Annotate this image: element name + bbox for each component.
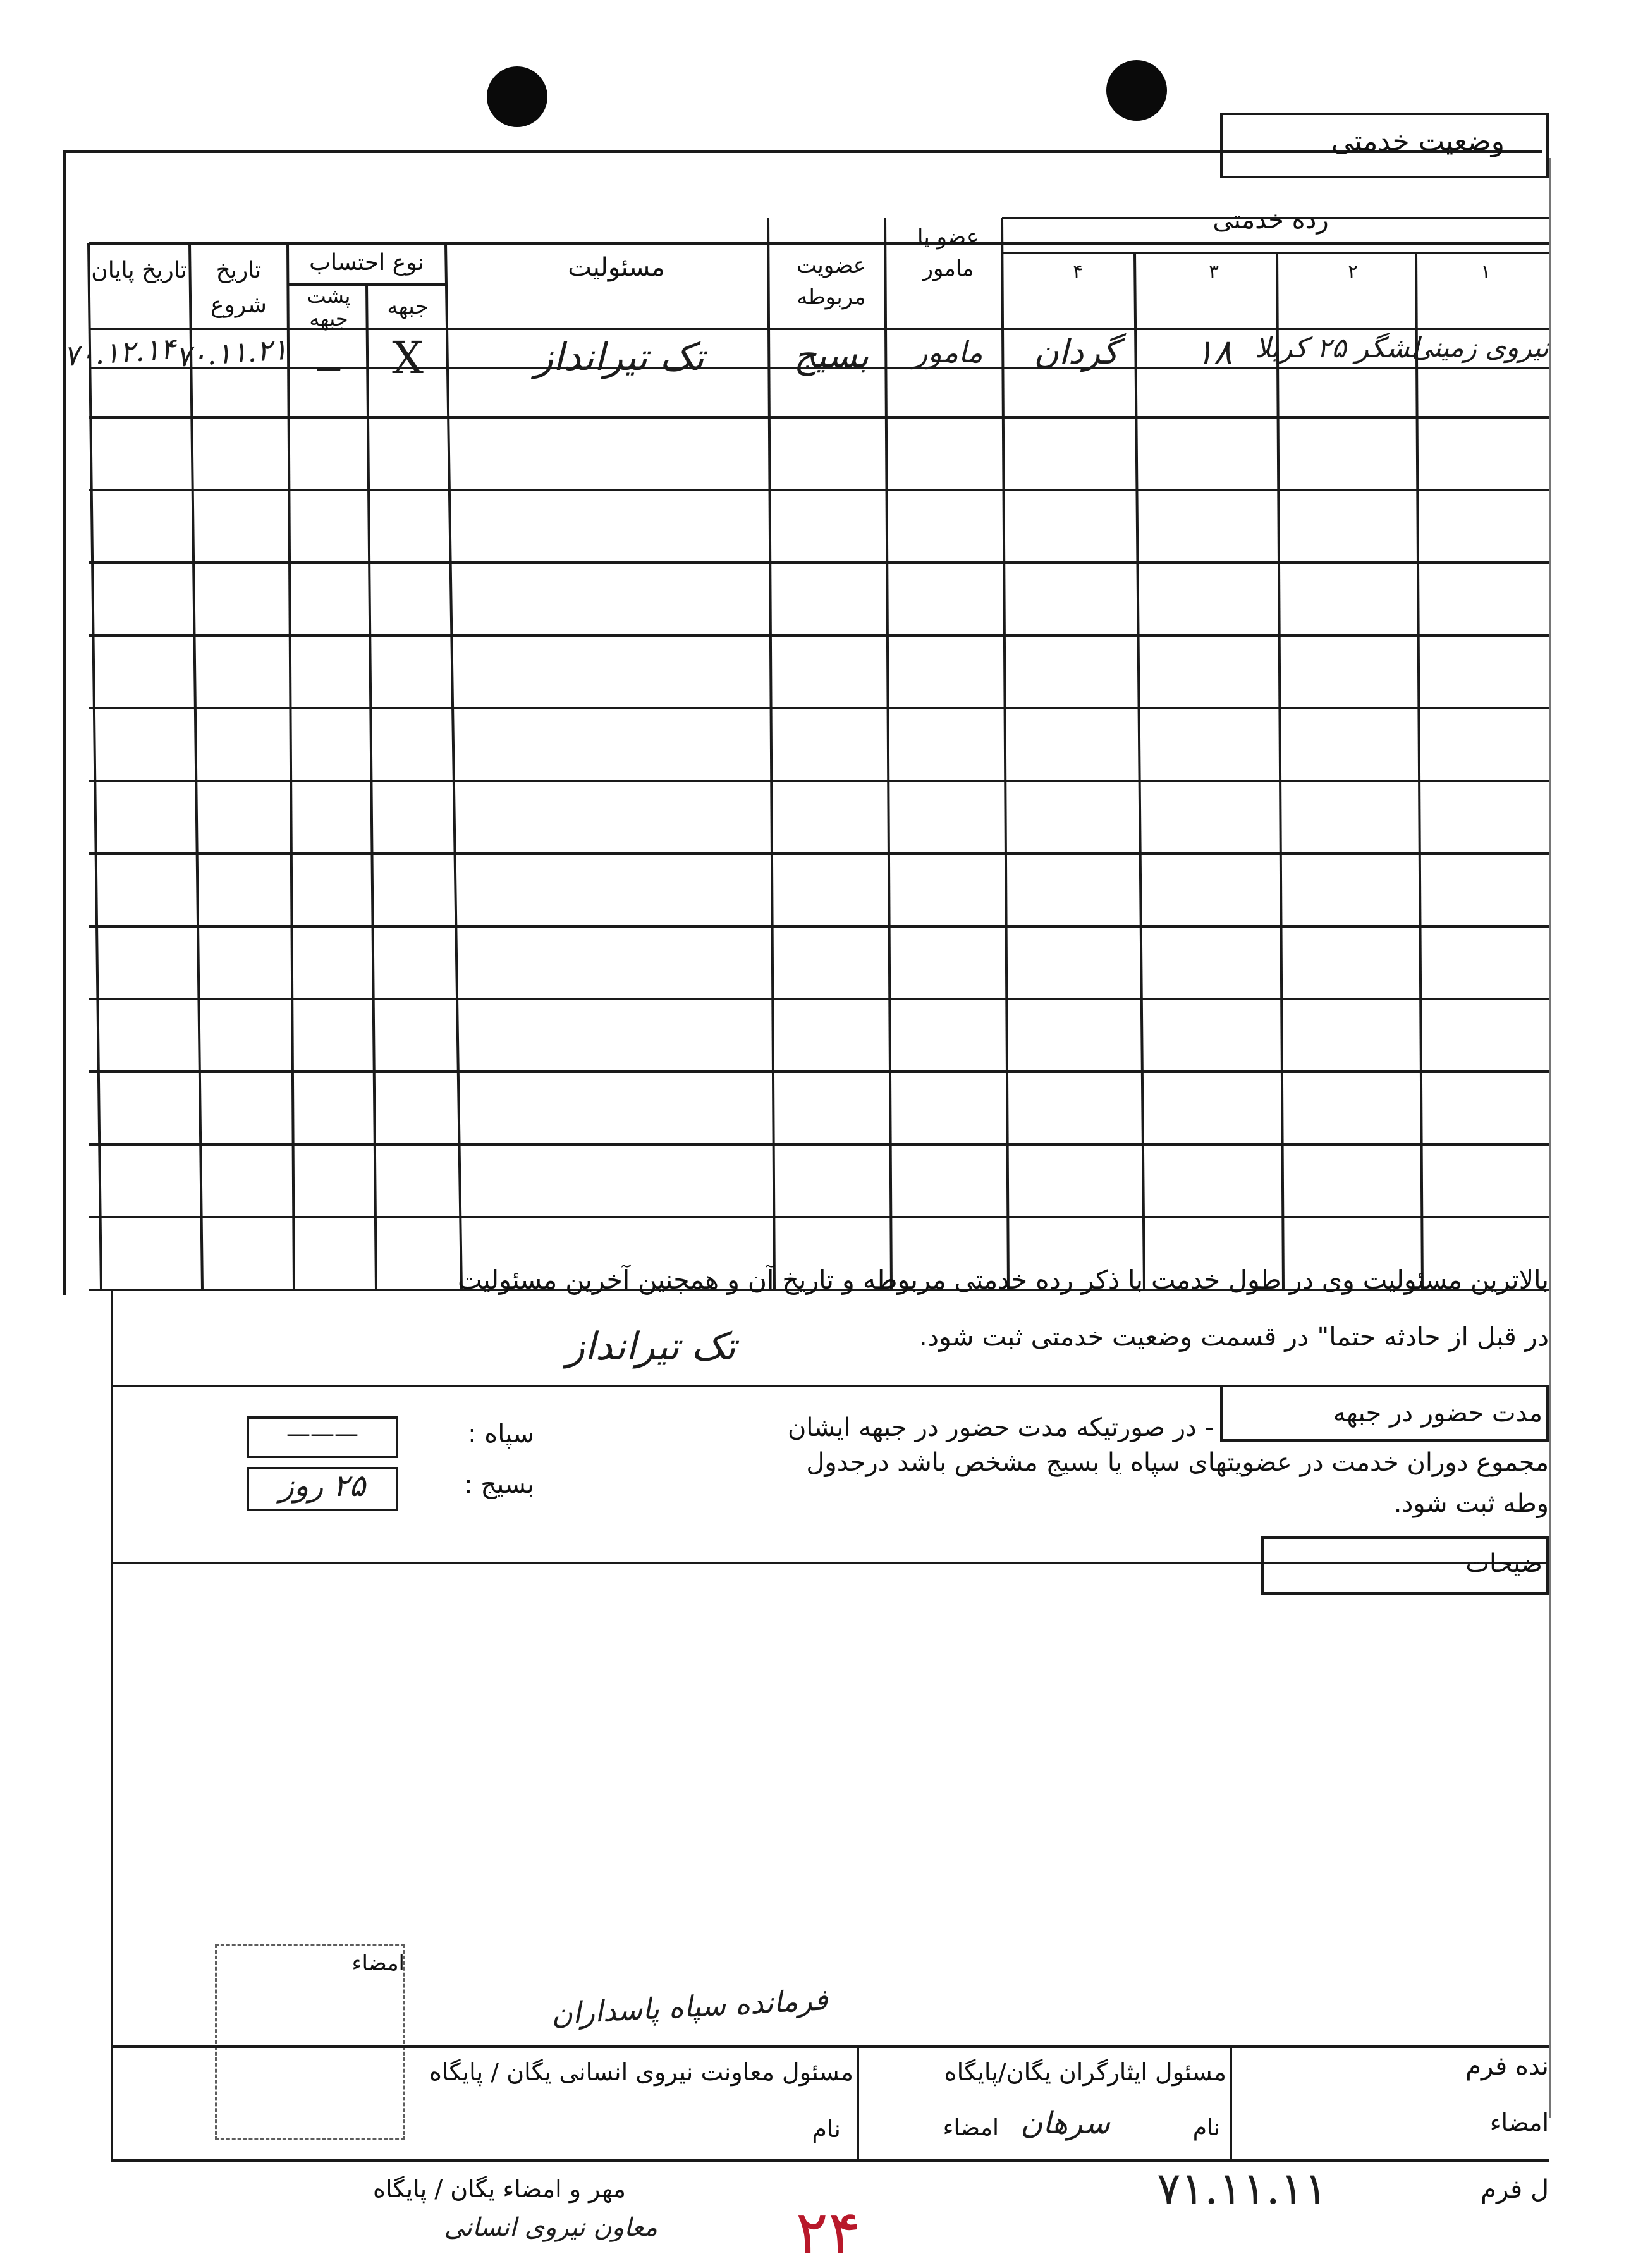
row1-member-or-agent: مامور (913, 335, 983, 369)
isargaran-sign: امضاء (943, 2115, 999, 2141)
header-responsibility: مسئولیت (568, 253, 665, 282)
basij-label: بسیج : (464, 1470, 534, 1499)
note-line-1: بالاترین مسئولیت وی در طول خدمت با ذکر رده خدمتی مربوطه و تاریخ آن و همچنین آخرین مسئولیت (458, 1265, 1549, 1295)
service-level-label: رده خدمتی (1213, 205, 1329, 235)
hr-label: مسئول معاونت نیروی انسانی یگان / پایگاه (429, 2058, 853, 2086)
header-behind-front: پشت جبهه (307, 284, 351, 331)
row1-membership: بسیج (793, 335, 869, 376)
duration-text-1: - در صورتیکه مدت حضور در جبهه ایشان (787, 1413, 1214, 1442)
header-level-4: ۴ (1072, 261, 1084, 283)
isargaran-label: مسئول ایثارگران یگان/پایگاه (944, 2058, 1226, 2086)
isargaran-hand-name: سرهان (1020, 2106, 1110, 2141)
stamp-handwriting-2: معاون نیروی انسانی (444, 2213, 657, 2242)
section-title: وضعیت خدمتی (1331, 125, 1505, 157)
form-filler-label: نده فرم (1465, 2052, 1549, 2081)
note-handwritten: تک تیرانداز (566, 1325, 736, 1369)
duration-text-2: مجموع دوران خدمت در عضویتهای سپاه یا بسیج مشخص باشد درجدول (806, 1448, 1549, 1477)
row1-front: X (392, 332, 424, 384)
stamp-label-visible: مهر و امضاء یگان / پایگاه (373, 2175, 626, 2203)
right-edge-line (1549, 158, 1551, 2118)
page-number: ۲۴ (795, 2197, 861, 2268)
row1-level4: گردان (1034, 332, 1119, 372)
row1-level3: ۱۸ (1195, 332, 1232, 372)
header-start-date: تاریخ شروع (211, 257, 267, 318)
form-date: ۷۱.۱۱.۱۱ (1156, 2162, 1328, 2214)
remarks-label: ضیحات (1465, 1549, 1542, 1578)
header-level-2: ۲ (1347, 261, 1359, 283)
row1-end-date: ۷۰.۱۲.۱۴ (62, 331, 177, 374)
duration-text-3: وطه ثبت شود. (1393, 1489, 1549, 1518)
frame-left-lower (111, 1290, 113, 2162)
row1-responsibility: تک تیرانداز (535, 335, 704, 379)
note-line-2: در قبل از حادثه حتما" در قسمت وضعیت خدمتی ثبت شود. (919, 1321, 1549, 1352)
row1-behind-front: — (316, 354, 341, 383)
row1-level1: نیروی زمینی (1411, 332, 1549, 363)
isargaran-name: نام (1192, 2115, 1220, 2141)
form-date-label: ل فرم (1481, 2175, 1549, 2204)
row1-level2: لشگر ۲۵ کربلا (1254, 332, 1419, 364)
stamp-handwriting: فرمانده سپاه پاسداران (550, 1982, 829, 2032)
stamp-separator (111, 2159, 1549, 2162)
basij-value: ۲۵ روز (279, 1468, 366, 1504)
header-type: نوع احتساب (309, 250, 424, 276)
sepah-label: سپاه : (468, 1419, 534, 1449)
header-front: جبهه (387, 294, 429, 319)
header-end-date: تاریخ پایان (91, 257, 187, 283)
header-membership: عضویت مربوطه (796, 253, 867, 310)
stamp-sign: امضاء (351, 1951, 405, 1976)
header-member-or-agent: عضو یا مامور (917, 224, 979, 281)
duration-label: مدت حضور در جبهه (1333, 1399, 1542, 1428)
signature-divider-1 (1230, 2045, 1232, 2159)
hr-name: نام (812, 2115, 841, 2143)
form-filler-sign: امضاء (1489, 2109, 1549, 2136)
signature-divider-2 (857, 2045, 859, 2159)
header-level-1: ۱ (1480, 261, 1491, 283)
header-level-3: ۳ (1208, 261, 1219, 283)
sepah-value: ——— (286, 1419, 358, 1447)
row1-start-date: ۷۰.۱۱.۲۱ (174, 331, 289, 374)
